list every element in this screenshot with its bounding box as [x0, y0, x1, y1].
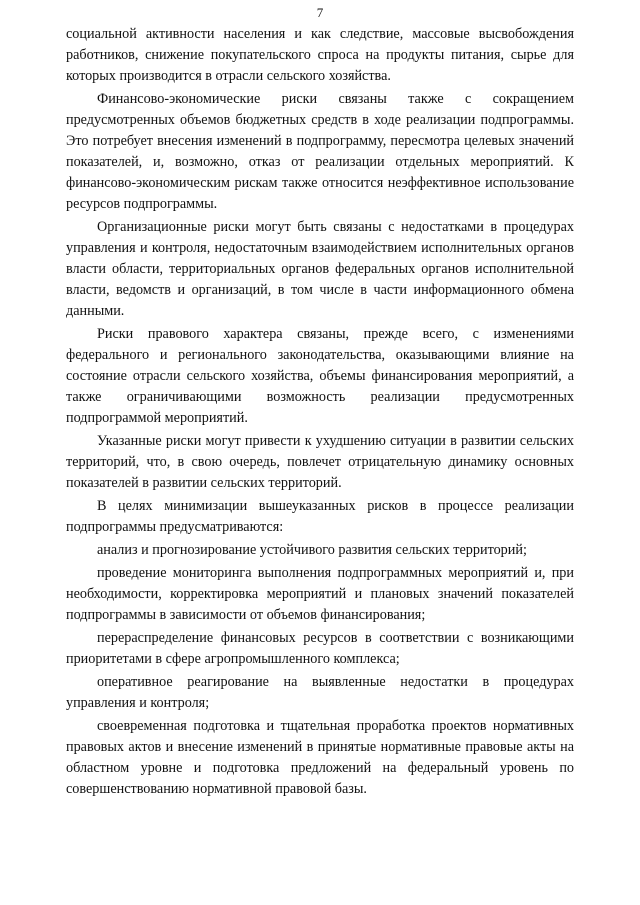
paragraph-3: Организационные риски могут быть связаны с недостатками в процедурах управления и контроля, недостаточным взаимодействием исполнительных органов власти области, территориальных органов федеральных органов исполнительной власти, ведомств и организаций, в том числе в части информационного обмена данными.: [66, 219, 574, 319]
list-item-2: проведение мониторинга выполнения подпрограммных мероприятий и, при необходимости, корректировка мероприятий и плановых значений показателей подпрограммы в зависимости от объемов финансирования;: [66, 565, 574, 623]
paragraph-5: Указанные риски могут привести к ухудшению ситуации в развитии сельских территорий, что, в свою очередь, повлечет отрицательную динамику основных показателей в развитии сельских территорий.: [66, 433, 574, 491]
paragraph-6: В целях минимизации вышеуказанных рисков в процессе реализации подпрограммы предусматриваются:: [66, 498, 574, 535]
list-item-3: перераспределение финансовых ресурсов в соответствии с возникающими приоритетами в сфере агропромышленного комплекса;: [66, 630, 574, 667]
document-body: [66, 24, 574, 802]
list-item-4: оперативное реагирование на выявленные недостатки в процедурах управления и контроля;: [66, 674, 574, 711]
page-number: 7: [316, 5, 324, 20]
list-item-5: своевременная подготовка и тщательная проработка проектов нормативных правовых актов и внесение изменений в принятые нормативные правовые акты на областном уровне и подготовка предложений на федеральный уровень по совершенствованию нормативной правовой базы.: [66, 718, 574, 797]
paragraph-2: Финансово-экономические риски связаны также с сокращением предусмотренных объемов бюджетных средств в ходе реализации подпрограммы. Это потребует внесения изменений в подпрограмму, пересмотра целевых значений показателей, и, возможно, отказ от реализации отдельных мероприятий. К финансово-экономическим рискам также относится неэффективное использование ресурсов подпрограммы.: [66, 91, 574, 212]
paragraph-1: социальной активности населения и как следствие, массовые высвобождения работников, снижение покупательского спроса на продукты питания, сырье для которых производится в отрасли сельского хозяйства.: [66, 26, 574, 84]
list-item-1: анализ и прогнозирование устойчивого развития сельских территорий;: [97, 542, 527, 558]
paragraph-4: Риски правового характера связаны, прежде всего, с изменениями федерального и регионального законодательства, оказывающими влияние на состояние отрасли сельского хозяйства, объемы финансирования мероприятий, а также ограничивающими возможность реализации предусмотренных подпрограммой мероприятий.: [66, 326, 574, 426]
